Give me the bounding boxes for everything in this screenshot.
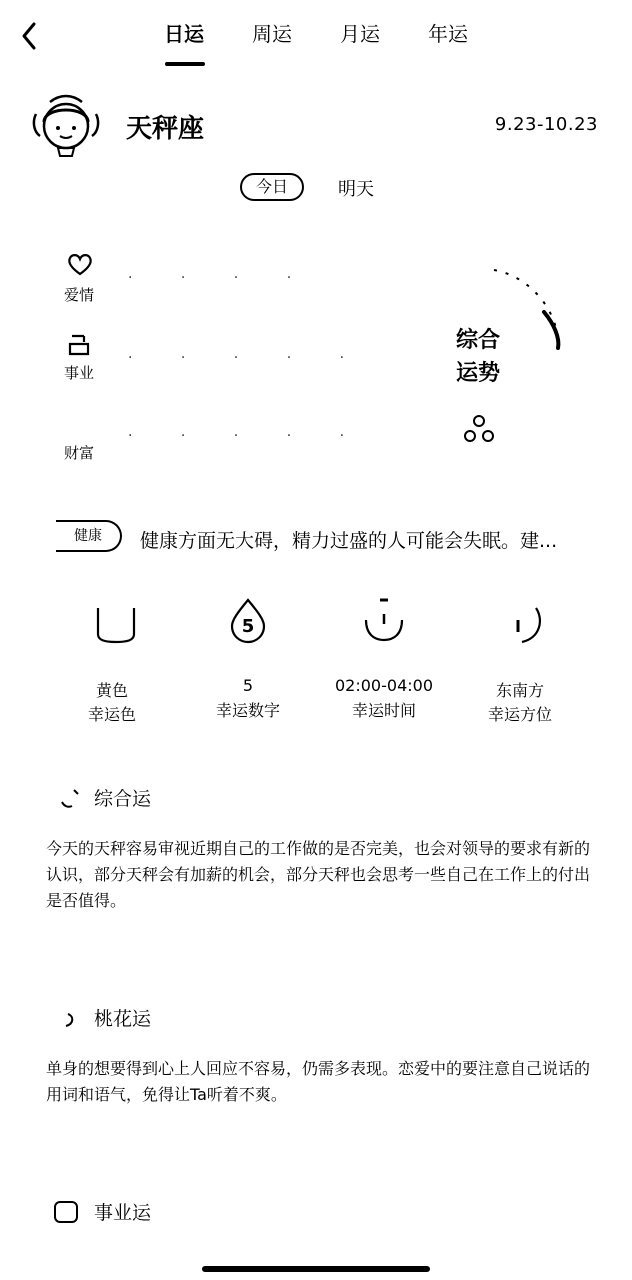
today-toggle[interactable]: 今日 <box>240 173 304 201</box>
color-drop-icon <box>92 598 140 646</box>
rating-love-label: 爱情 <box>64 286 95 304</box>
sign-date-range: 9.23-10.23 <box>494 114 598 135</box>
peach-blossom-icon <box>56 1006 84 1034</box>
balance-icon <box>462 412 496 446</box>
heart-icon <box>66 250 94 278</box>
rating-wealth-label: 财富 <box>64 444 95 462</box>
health-summary[interactable]: 健康方面无大碍，精力过盛的人可能会失眠。建... <box>140 530 558 552</box>
lucky-time-value: 02:00-04:00 <box>335 676 433 695</box>
sign-name: 天秤座 <box>126 114 205 144</box>
chevron-left-icon <box>14 18 46 54</box>
tab-yearly[interactable]: 年运 <box>428 22 468 46</box>
lucky-direction-value: 东南方 <box>495 681 544 700</box>
svg-text:5: 5 <box>241 616 255 637</box>
rating-career-stars: · · · · · <box>128 350 367 366</box>
overall-fortune-label: 综合 运势 <box>456 328 501 386</box>
tomorrow-toggle[interactable]: 明天 <box>338 179 374 200</box>
lucky-number-label: 幸运数字 <box>215 701 280 720</box>
rating-love-stars: · · · · <box>128 270 314 286</box>
back-button[interactable] <box>14 18 46 54</box>
tab-active-indicator <box>165 62 205 66</box>
time-drop-icon <box>360 596 408 644</box>
lucky-color-label: 幸运色 <box>87 705 136 724</box>
lucky-number-value: 5 <box>242 676 254 695</box>
lucky-direction-label: 幸运方位 <box>487 705 552 724</box>
overall-section-title: 综合运 <box>94 788 152 810</box>
love-section-title: 桃花运 <box>94 1008 152 1030</box>
libra-avatar-icon <box>30 92 102 160</box>
overall-section-icon <box>56 784 84 812</box>
lucky-time-label: 幸运时间 <box>351 701 416 720</box>
home-indicator[interactable] <box>202 1266 430 1272</box>
number-drop-icon <box>224 596 272 644</box>
overall-section-body: 今天的天秤容易审视近期自己的工作做的是否完美，也会对领导的要求有新的认识，部分天秤会有加薪的机会，部分天秤也会思考一些自己在工作上的付出是否值得。 <box>46 839 591 910</box>
tab-monthly[interactable]: 月运 <box>340 22 380 46</box>
rating-career-label: 事业 <box>64 364 95 382</box>
tab-daily[interactable]: 日运 <box>164 22 204 46</box>
career-section-title: 事业运 <box>94 1202 152 1224</box>
tab-weekly[interactable]: 周运 <box>252 22 292 46</box>
health-badge: 健康 <box>56 520 122 552</box>
love-section-body: 单身的想要得到心上人回应不容易，仍需多表现。恋爱中的要注意自己说话的用词和语气，免得让Ta听着不爽。 <box>46 1059 591 1104</box>
lucky-color-value: 黄色 <box>95 681 128 700</box>
career-section-icon <box>52 1198 80 1226</box>
briefcase-icon <box>66 330 94 358</box>
compass-drop-icon <box>496 598 544 646</box>
rating-wealth-stars: · · · · · <box>128 428 367 444</box>
